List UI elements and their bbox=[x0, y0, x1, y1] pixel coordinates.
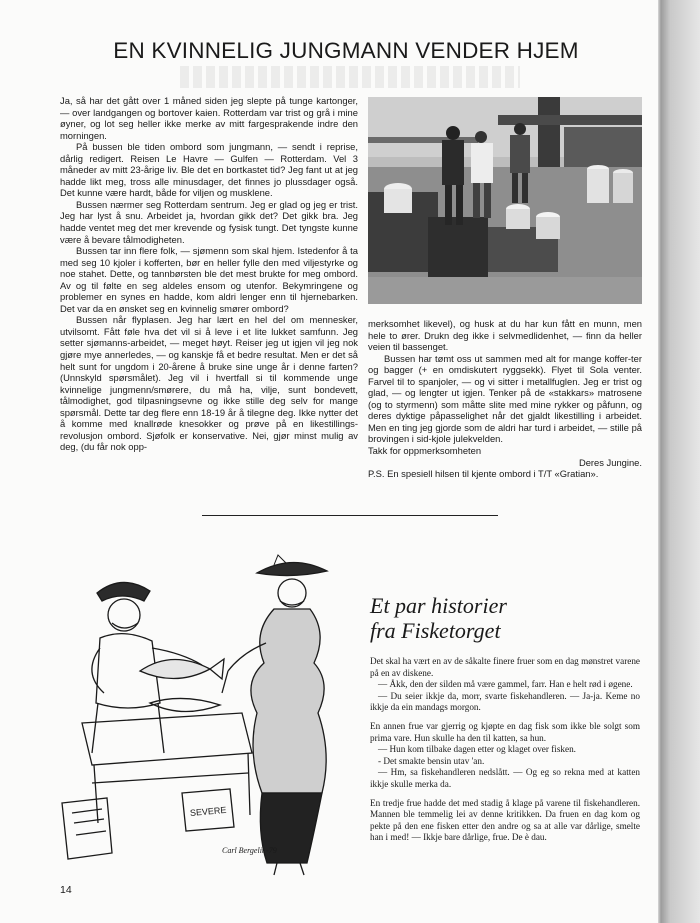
deck-photo-image bbox=[368, 97, 642, 304]
title-line: fra Fisketorget bbox=[370, 618, 501, 643]
page-edge-shadow bbox=[658, 0, 700, 923]
story-paragraph: - Det smakte bensin utav 'an. bbox=[378, 755, 485, 766]
story-paragraph: — Åkk, den der silden må være gammel, farr. Han e helt rød i øgene. bbox=[378, 679, 633, 690]
story-paragraph: — Du seier ikkje da, morr, svarte fiskehandleren. — Ja-ja. Keme no ikkje da ein mandags morgon. bbox=[370, 690, 640, 713]
paragraph: Bussen tar inn flere folk, — sjømenn som skal hjem. Istedenfor å ta med seg 10 kjoler i kofferten, bør en heller fylle den med viljestyrke og noe stahet. Dette, og tannbørsten ble det mest brukte for meg ombord. Av og til følte en seg aldeles ensom og utenfor. Bekymringene og problemer en synes en hadde, kom aldri lenger enn til hjernebarken. Det var da en ønsket seg en kvinnelig smører ombord? bbox=[60, 245, 358, 314]
paragraph: merksomhet likevel), og husk at du har kun fått en munn, men hele to ører. Drukn deg ikke i selvmedlidenhet, — finn da heller veien til bassenget. bbox=[368, 318, 642, 353]
section-divider bbox=[202, 515, 498, 516]
story-paragraph: En annen frue var gjerrig og kjøpte en dag fisk som ikke ble solgt som prima vare. Hun skulle ha den til katten, sa hun. bbox=[370, 720, 640, 743]
story-paragraph: En tredje frue hadde det med stadig å klage på varene til fiskehandleren. Mannen ble temmelig lei av denne kritikken. Da fruen en dag kom og pekte på den ene fisken etter den andre og sa at alle var dårlige, smelte han i med! — Ikkje bare dårlige, frue. De è dau. bbox=[370, 797, 640, 843]
paragraph: Takk for oppmerksomheten bbox=[368, 445, 482, 457]
article-title-fisketorget bbox=[370, 593, 640, 643]
paragraph: På bussen ble tiden ombord som jungmann, — sendt i reprise, dårlig redigert. Reisen Le Havre — Gulfen — Rotterdam. Vel 3 måneder av mitt 23-årige liv. Ble det en bortkastet tid? Jeg fant ut at jeg hadde likt meg, tross alle minusdager, det finnes jo plussdager også. Det kunne være hardt, både for viljen og musklene. bbox=[60, 141, 358, 199]
article-column-right bbox=[368, 318, 642, 480]
paragraph: Bussen når flyplasen. Jeg har lært en hel del om mennesker, utvilsomt. Fått føle hva det vil si å leve i et lite lukket samfunn. Jeg setter sjømanns-arbeidet, — meget høyt. Reiser jeg ut igjen vil jeg nok gjøre mye annerledes, — og kanskje få et bedre resultat. Men er det så helt sunt for ungdom i 20-årene å bruke sine unge år i denne farten? (Unnskyld spørsmålet). Jeg vil i hvertfall si til kommende unge kvinnelige jungmenn/smørere, du må ha, vilje, sunt bondevett, tålmodighet, god tilpasningsevne og ikke stille deg selv for mange spørsmål. Dette tar deg flere enn 18-19 år å tilegne deg. Ikke nytter det å komme med knallrøde knesokker og prøve på en likestillings-revolusjon ombord. Sjøfolk er konservative. Nei, gjør minst mulig av deg, (du får nok opp- bbox=[60, 314, 358, 453]
fisketorget-column bbox=[370, 656, 640, 844]
title-line: Et par historier bbox=[370, 593, 507, 618]
paragraph: Bussen nærmer seg Rotterdam sentrum. Jeg er glad og jeg er trist. Jeg har lyst å snu. Arbeidet ja, hvordan gikk det? Det gikk bra. Jeg hadde ventet meg det mer krevende og fysisk tungt. Det tyngste kunne være å bevare tålmodigheten. bbox=[60, 198, 358, 245]
cartoon-drawing bbox=[52, 553, 342, 883]
postscript: P.S. En spesiell hilsen til kjente ombord i T/T «Gratian». bbox=[368, 468, 599, 480]
deck-photo bbox=[368, 97, 642, 304]
story-paragraph: — Hm, sa fiskehandleren nedslått. — Og eg so rekna med at katten ikkje skulle merka da. bbox=[370, 767, 640, 789]
article-headline: EN KVINNELIG JUNGMANN VENDER HJEM bbox=[113, 38, 579, 63]
fish-market-cartoon bbox=[52, 553, 342, 883]
cartoonist-signature: Carl Bergelit -79 bbox=[222, 846, 277, 855]
paragraph: Ja, så har det gått over 1 måned siden jeg slepte på tunge kartonger, — over landgangen og bortover kaien. Rotterdam var trist og grå i mine øyner, og lot seg heller ikke merke av mitt fargesprakende indre den morningen. bbox=[60, 95, 358, 141]
bleed-through-text bbox=[180, 66, 520, 88]
paragraph: Bussen har tømt oss ut sammen med alt for mange koffer-ter og bagger (+ en omdiskutert ryggsekk). Flyet til Sola venter. Farvel til to spanjoler, — og vi sitter i metallfuglen. Jeg er trist og glad, — og lengter ut igjen. Tenker på de «stakkars» matrosene (og to styrmenn) som måtte slite med mine rykker og påfunn, og deres dyktige påpasselighet når det gjaldt likestilling i arbeidet. Men en ting jeg gjorde som de aldri har turd i arbeidet, — stille på brovingen i sid-kjole julekvelden. bbox=[368, 352, 642, 445]
story-paragraph: — Hun kom tilbake dagen etter og klaget over fisken. bbox=[378, 744, 576, 755]
article-column-left bbox=[60, 95, 358, 453]
signature: Deres Jungine. bbox=[578, 456, 642, 468]
crate-label: SEVERE bbox=[189, 804, 227, 819]
page-number: 14 bbox=[60, 884, 72, 896]
story-paragraph: Det skal ha vært en av de såkalte finere fruer som en dag mønstret varene på en av diskene. bbox=[370, 656, 640, 678]
